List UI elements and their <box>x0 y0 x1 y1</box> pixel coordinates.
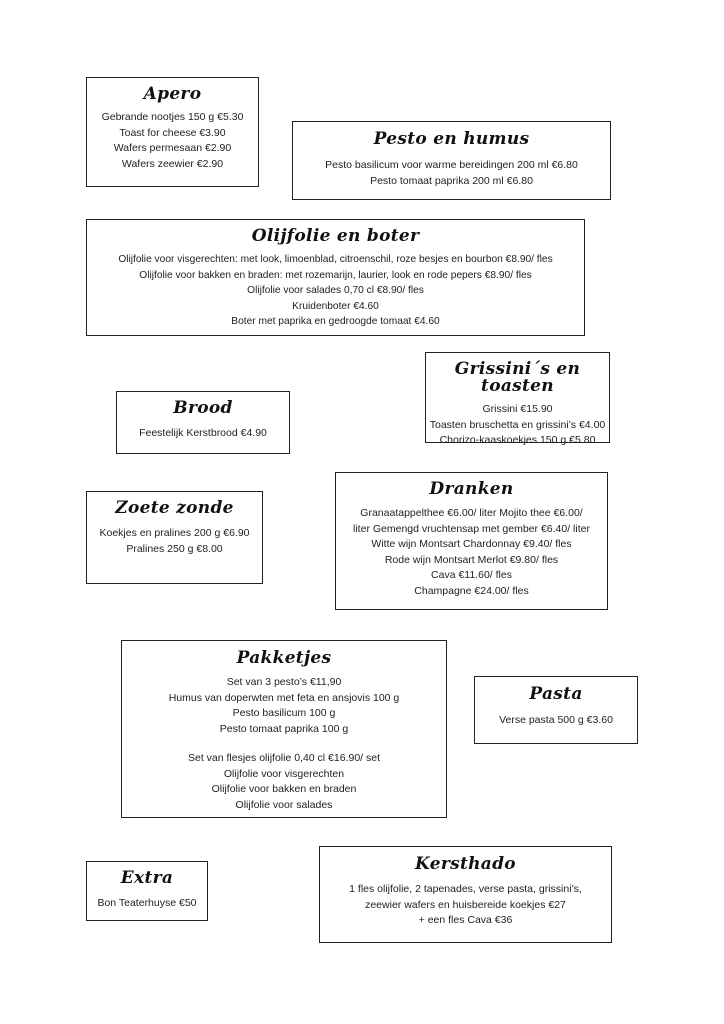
section-title: Brood <box>173 398 233 418</box>
section-zoete-zonde <box>86 491 263 584</box>
menu-item: Boter met paprika en gedroogde tomaat €4.60 <box>231 316 440 327</box>
menu-item: Toasten bruschetta en grissini’s €4.00 <box>429 418 606 431</box>
section-pakketjes <box>121 640 447 818</box>
menu-item: Feestelijk Kerstbrood €4.90 <box>139 427 267 439</box>
section-apero <box>86 77 259 187</box>
item-list <box>87 252 584 330</box>
section-brood <box>116 391 290 454</box>
menu-item: Rode wijn Montsart Merlot €9.80/ fles <box>384 553 559 566</box>
section-grissinis-en-toasten <box>425 352 610 446</box>
section-title: Zoete zonde <box>115 498 234 518</box>
menu-item: Cava €11.60/ fles <box>431 569 512 581</box>
menu-item: Bon Teaterhuyse €50 <box>97 897 197 909</box>
section-extra <box>86 861 208 921</box>
menu-item: Humus van doperwten met feta en ansjovis 100 g <box>168 691 400 704</box>
menu-item: Olijfolie voor salades <box>235 798 333 811</box>
menu-item: Grissini €15.90 <box>482 403 553 415</box>
menu-item: 1 fles olijfolie, 2 tapenades, verse pasta, grissini’s, <box>349 883 582 895</box>
section-title: Dranken <box>429 479 514 499</box>
menu-item: Koekjes en pralines 200 g €6.90 <box>99 527 250 539</box>
menu-item: + een fles Cava €36 <box>418 914 513 926</box>
item-list <box>320 882 611 929</box>
section-title: Grissini´s en toasten <box>454 359 581 396</box>
item-list <box>122 675 446 813</box>
section-title: Pasta <box>529 684 583 704</box>
section-olijfolie-en-boter <box>86 219 585 336</box>
menu-item: Set van flesjes olijfolie 0,40 cl €16.90/ set <box>187 752 381 764</box>
item-list <box>475 713 637 729</box>
menu-item: Olijfolie voor bakken en braden <box>211 783 357 795</box>
item-list <box>87 110 258 172</box>
menu-item: zeewier wafers en huisbereide koekjes €27 <box>365 898 566 911</box>
item-list <box>426 402 609 449</box>
spacer <box>122 737 446 751</box>
menu-item: Olijfolie voor visgerechten <box>223 767 345 780</box>
menu-item: Verse pasta 500 g €3.60 <box>499 714 613 726</box>
menu-item: Pesto basilicum voor warme bereidingen 200 ml €6.80 <box>325 159 578 171</box>
section-title: Apero <box>143 84 202 104</box>
menu-item: Set van 3 pesto’s €11,90 <box>226 676 342 688</box>
menu-item: Witte wijn Montsart Chardonnay €9.40/ fles <box>371 538 572 550</box>
menu-item: Wafers permesaan €2.90 <box>113 142 232 154</box>
menu-item: Granaatappelthee €6.00/ liter Mojito thee €6.00/ <box>360 507 583 519</box>
section-kersthado <box>319 846 612 943</box>
section-pesto-en-humus <box>292 121 611 200</box>
item-list <box>117 426 289 442</box>
menu-item: Olijfolie voor visgerechten: met look, limoenblad, citroenschil, roze besjes en bourbon €8.90/ fles <box>118 254 553 265</box>
menu-item: Chorizo-kaaskoekjes 150 g €5.80 <box>439 434 596 446</box>
section-dranken <box>335 472 608 610</box>
menu-item: Champagne €24.00/ fles <box>414 584 529 597</box>
menu-item: Gebrande nootjes 150 g €5.30 <box>101 111 244 123</box>
menu-item: Olijfolie voor salades 0,70 cl €8.90/ fles <box>247 285 424 296</box>
menu-item: Pesto tomaat paprika 100 g <box>219 722 349 735</box>
menu-item: Pralines 250 g €8.00 <box>126 542 223 555</box>
item-list <box>87 526 262 557</box>
menu-item: liter Gemengd vruchtensap met gember €6.40/ liter <box>353 522 590 535</box>
menu-item: Pesto tomaat paprika 200 ml €6.80 <box>370 174 533 187</box>
section-pasta <box>474 676 638 744</box>
section-title: Olijfolie en boter <box>251 226 420 246</box>
section-title: Kersthado <box>415 854 516 874</box>
item-list <box>336 506 607 599</box>
section-title: Pakketjes <box>236 648 332 668</box>
section-title: Extra <box>120 868 174 888</box>
menu-item: Kruidenboter €4.60 <box>292 300 379 312</box>
menu-item: Pesto basilicum 100 g <box>232 707 336 719</box>
menu-item: Toast for cheese €3.90 <box>119 126 226 139</box>
menu-item: Wafers zeewier €2.90 <box>121 157 224 170</box>
section-title: Pesto en humus <box>373 129 530 149</box>
item-list <box>87 896 207 912</box>
item-list <box>293 158 610 189</box>
menu-item: Olijfolie voor bakken en braden: met rozemarijn, laurier, look en rode pepers €8.90/ fles <box>139 269 532 281</box>
